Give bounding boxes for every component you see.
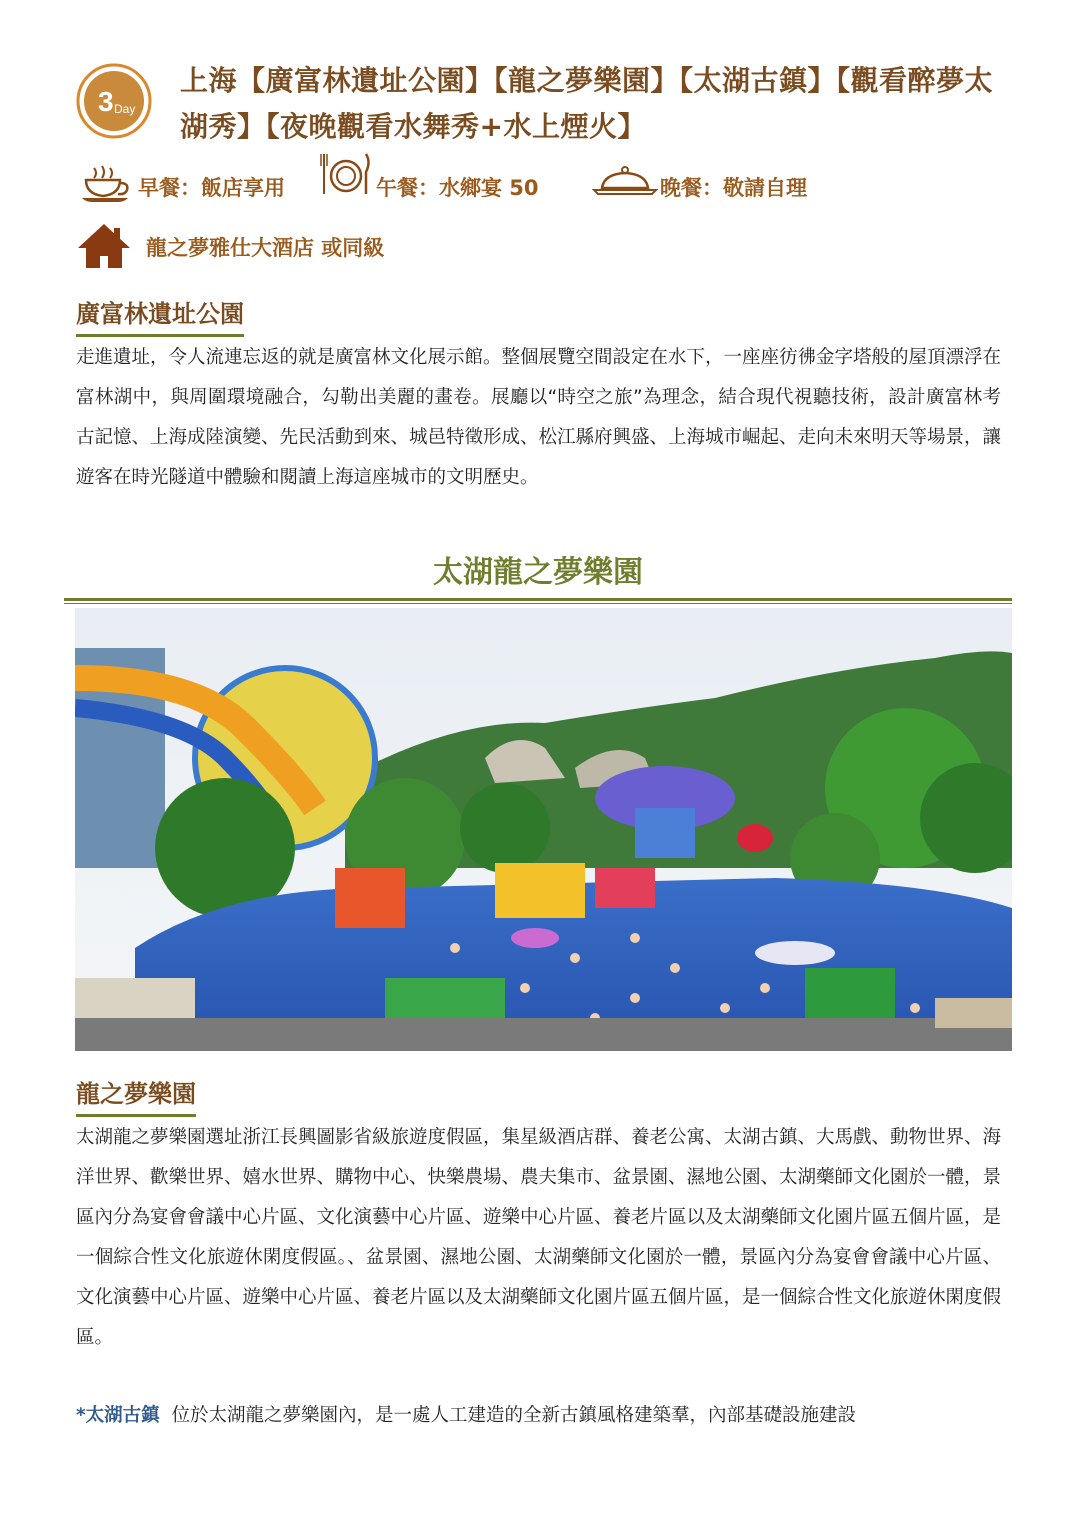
- note-text: 位於太湖龍之夢樂園內，是一處人工建造的全新古鎮風格建築羣，內部基礎設施建設: [171, 1405, 856, 1426]
- note-keyword: *太湖古鎮: [76, 1405, 160, 1426]
- taihu-old-town-note: [76, 1396, 1001, 1436]
- meals-row: [76, 152, 976, 212]
- section-heading-longzhimeng: 龍之夢樂園: [76, 1076, 196, 1117]
- dinner-text: 晚餐：敬請自理: [660, 176, 807, 200]
- plate-cutlery-icon: [320, 152, 372, 202]
- coffee-cup-icon: [80, 164, 134, 208]
- banner-divider-thin: [64, 603, 1012, 604]
- day-suffix: Day: [114, 102, 136, 116]
- section-heading-guangfulin: 廣富林遺址公園: [76, 296, 244, 337]
- cloche-icon: [592, 166, 658, 200]
- banner-divider: [64, 598, 1012, 601]
- hotel-text: 龍之夢雅仕大酒店 或同級: [146, 236, 385, 260]
- house-icon: [76, 222, 132, 274]
- breakfast-text: 早餐：飯店享用: [138, 176, 285, 200]
- section-body-longzhimeng: 太湖龍之夢樂園選址浙江長興圖影省級旅遊度假區，集星級酒店群、養老公寓、太湖古鎮、大馬戲、動物世界、海洋世界、歡樂世界、嬉水世界、購物中心、快樂農場、農夫集市、盆景園、濕地公園、太湖藥師文化園於一體，景區內分為宴會會議中心片區、文化演藝中心片區、遊樂中心片區、養老片區以及太湖藥師文化園片區五個片區，是一個綜合性文化旅遊休閑度假區。、盆景園、濕地公園、太湖藥師文化園於一體，景區內分為宴會會議中心片區、文化演藝中心片區、遊樂中心片區、養老片區以及太湖藥師文化園片區五個片區，是一個綜合性文化旅遊休閑度假區。: [76, 1127, 1002, 1348]
- water-park-photo: [75, 608, 1012, 1051]
- day-title: 上海【廣富林遺址公園】【龍之夢樂園】【太湖古鎮】【觀看醉夢太湖秀】【夜晚觀看水舞秀+水上煙火】: [180, 64, 994, 143]
- hotel-row: [76, 222, 676, 272]
- day-number: 3: [98, 86, 114, 117]
- lunch-text: 午餐：水鄉宴 50: [376, 176, 539, 200]
- day-badge-icon: [76, 63, 152, 139]
- section-body-guangfulin: 走進遺址，令人流連忘返的就是廣富林文化展示館。整個展覽空間設定在水下，一座座彷彿金字塔般的屋頂漂浮在富林湖中，與周圍環境融合，勾勒出美麗的畫卷。展廳以“時空之旅”為理念，結合現代視聽技術，設計廣富林考古記憶、上海成陸演變、先民活動到來、城邑特徵形成、松江縣府興盛、上海城市崛起、走向未來明天等場景，讓遊客在時光隧道中體驗和閱讀上海這座城市的文明歷史。: [76, 347, 1002, 488]
- banner-title: 太湖龍之夢樂園: [433, 555, 643, 590]
